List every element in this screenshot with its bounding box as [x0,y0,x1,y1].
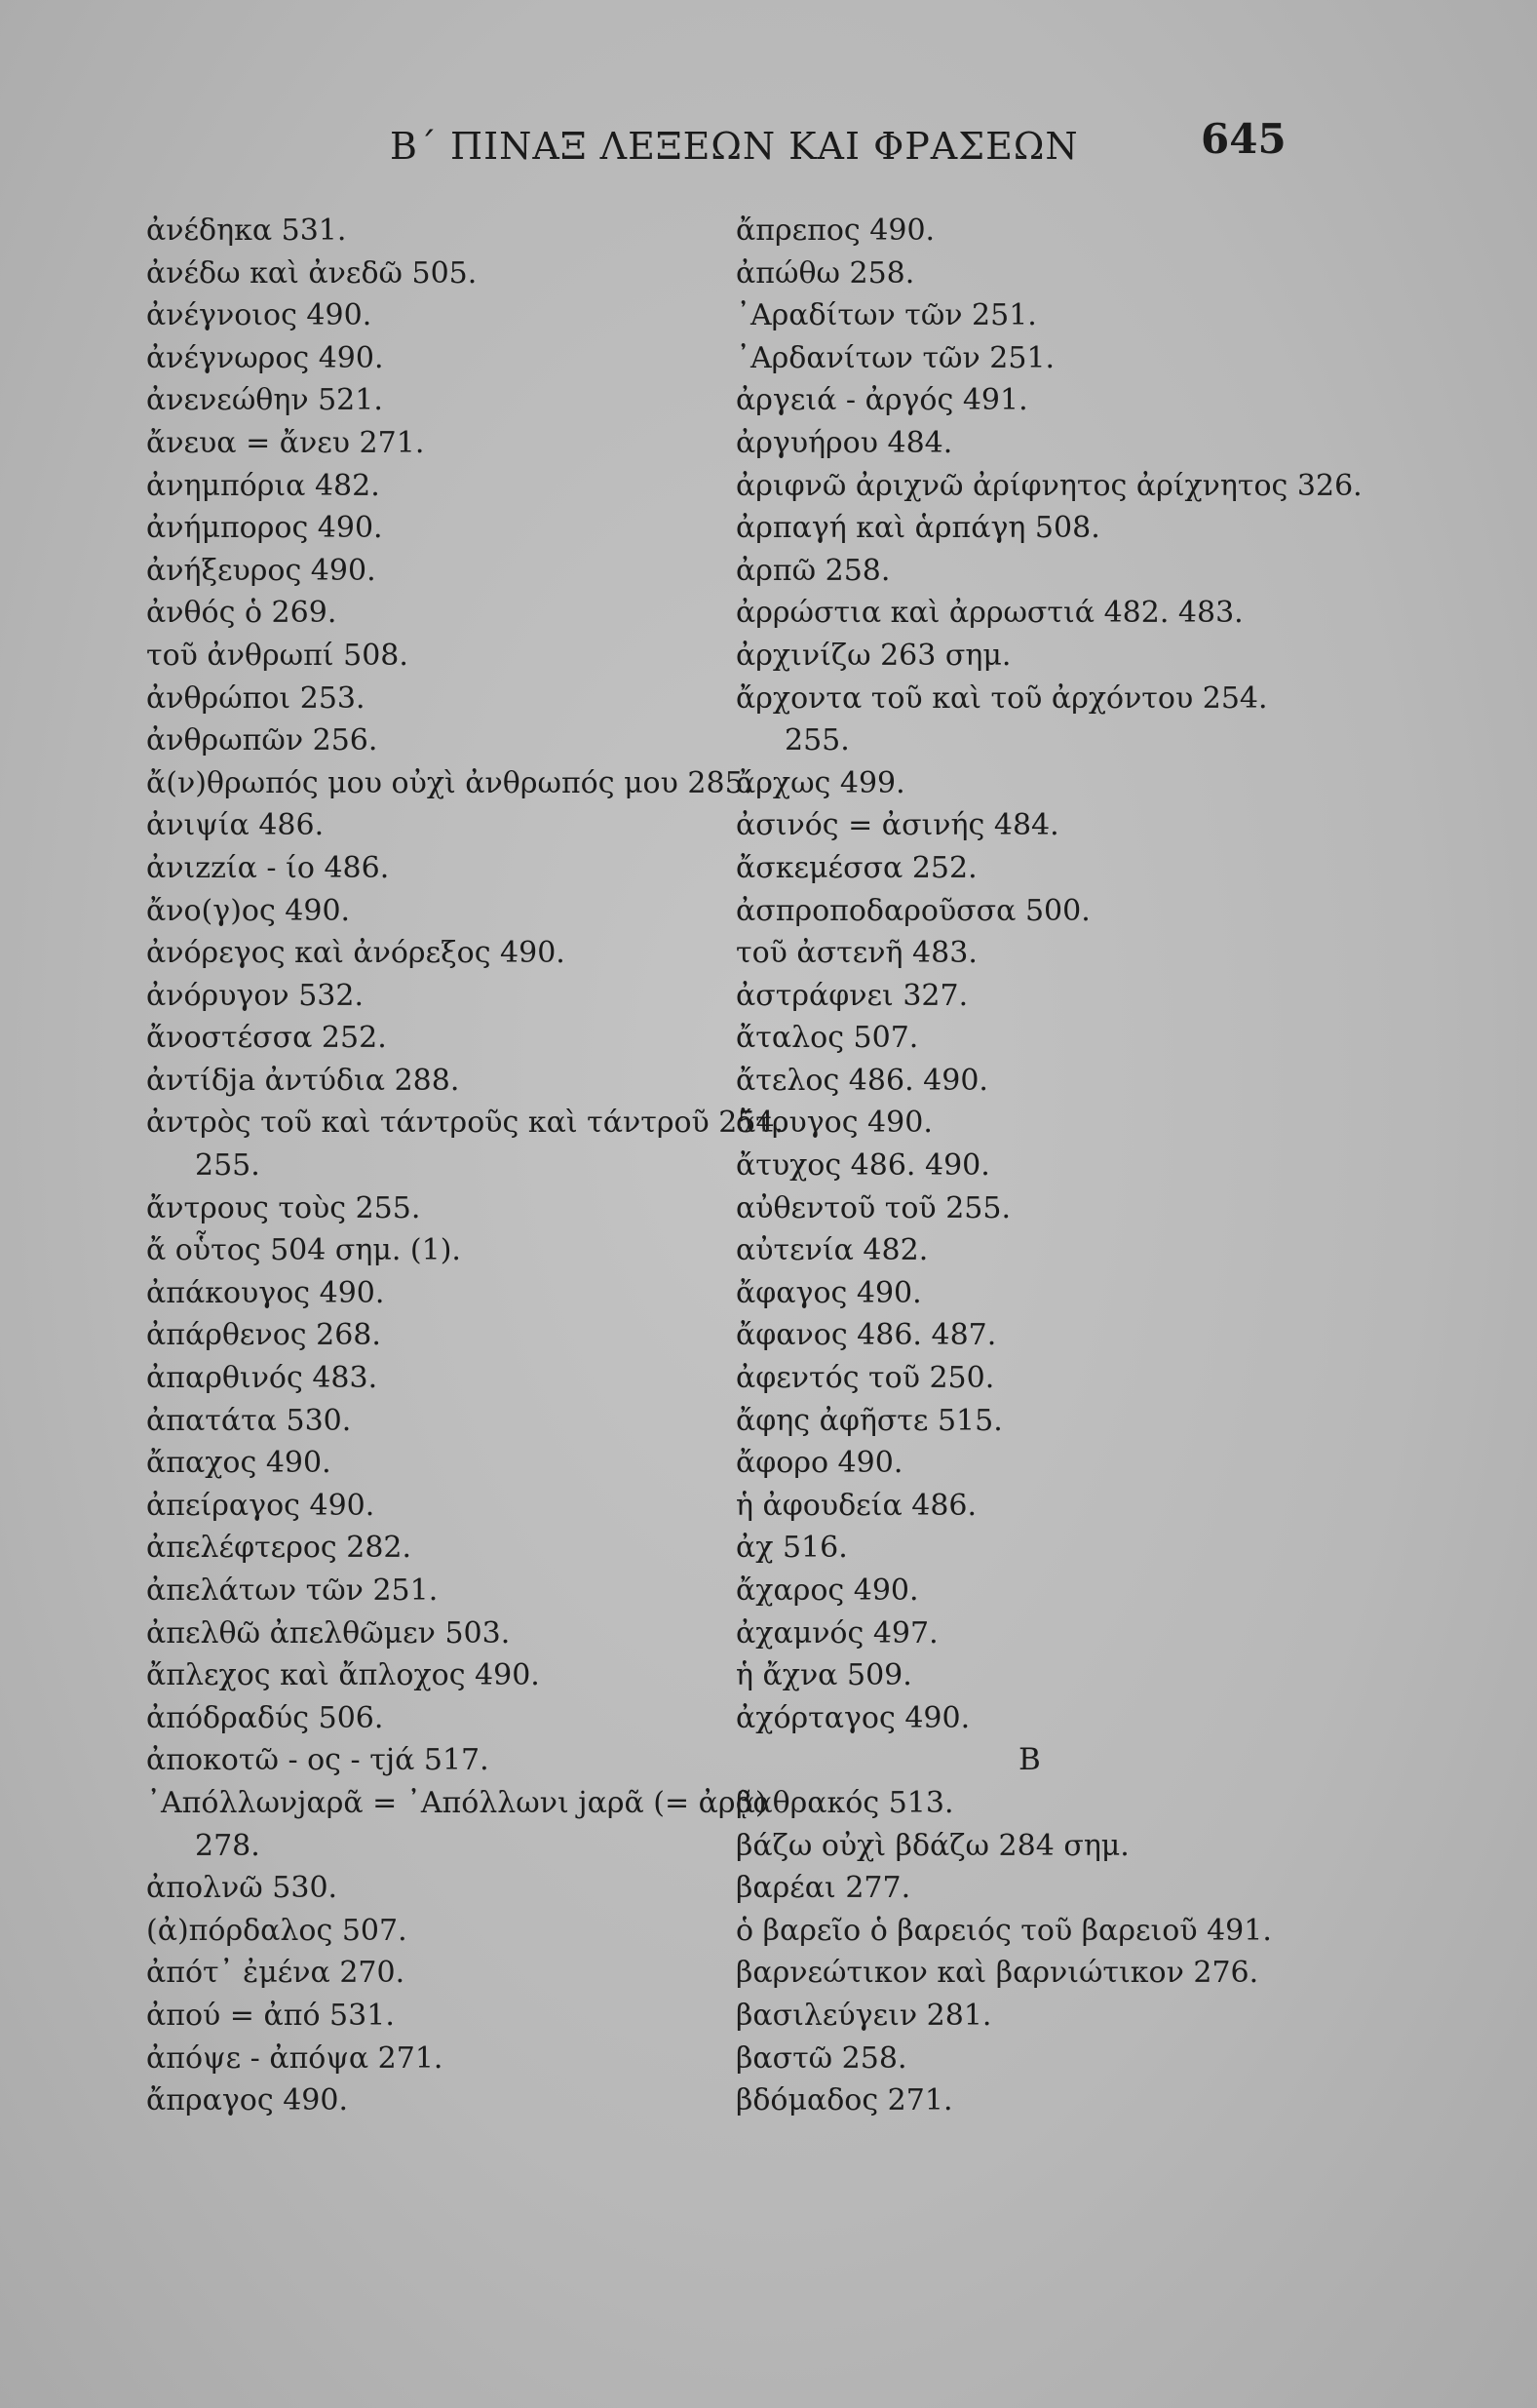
index-entry: τοῦ ἀστενῆ 483. [736,936,978,971]
left-column [146,210,785,2122]
index-entry: ἀντίδja ἀντύδια 288. [146,1063,460,1098]
index-entry: ἀπαρθινός 483. [146,1361,378,1396]
index-entry: ἀπελθῶ ἀπελθῶμεν 503. [146,1615,511,1651]
index-entry: ἀντρὸς τοῦ καὶ τάντροῦς καὶ τάντροῦ 254. [146,1106,785,1141]
index-entry: ἀνέγνωρος 490. [146,340,384,375]
index-entry: ἡ ἄχνα 509. [736,1658,912,1693]
index-entry: βασιλεύγειν 281. [736,1998,992,2033]
index-entry: ἀπόδραδύς 506. [146,1700,384,1735]
index-entry: ἄχαρος 490. [736,1573,919,1608]
index-entry: ἀπελάτων τῶν 251. [146,1573,439,1608]
index-entry: βδόμαδος 271. [736,2083,953,2118]
index-entry: ἄτελος 486. 490. [736,1063,988,1098]
index-entry: (ἀ)πόρδαλος 507. [146,1913,407,1948]
index-entry: ἀνθρώποι 253. [146,680,365,716]
index-entry: ἄφανος 486. 487. [736,1318,997,1353]
index-entry: ἀρρώστια καὶ ἀρρωστιά 482. 483. [736,596,1244,631]
index-entry: ἄταλος 507. [736,1021,919,1056]
index-entry: ἀνέδω καὶ ἀνεδῶ 505. [146,255,478,291]
index-entry: ἄπαχος 490. [146,1446,331,1481]
index-entry: ἄσκεμέσσα 252. [736,850,978,885]
index-entry: ἀνόρυγον 532. [146,978,364,1013]
index-entry: ἀρπαγή καὶ ἁρπάγη 508. [736,511,1100,546]
index-entry: ἀνημπόρια 482. [146,468,380,503]
index-entry: ἀποκοτῶ - ος - τjά 517. [146,1743,489,1778]
index-entry: ἀνθρωπῶν 256. [146,723,378,758]
index-entry: ἀφεντός τοῦ 250. [736,1361,995,1396]
index-entry: ἄφης ἀφῆστε 515. [736,1403,1003,1438]
index-entry: ἀστράφνει 327. [736,978,969,1013]
index-entry: αὐθεντοῦ τοῦ 255. [736,1190,1011,1225]
index-entry: ἄτρυγος 490. [736,1106,933,1141]
index-entry: ἀνήμπορος 490. [146,511,383,546]
index-entry: ἡ ἀφουδεία 486. [736,1488,978,1523]
index-entry: ἀρχινίζω 263 σημ. [736,638,1012,673]
index-entry: ἄπραγος 490. [146,2083,348,2118]
index-entry: ὁ βαρεῖο ὁ βαρειός τοῦ βαρειοῦ 491. [736,1913,1272,1948]
index-entry: ᾽Απόλλωνjαρᾶ = ᾽Απόλλωνι jαρᾶ (= ἀρᾷ) [146,1785,767,1820]
index-entry: 278. [195,1828,260,1863]
index-entry: ἀπείραγος 490. [146,1488,375,1523]
index-entry: ἀχ 516. [736,1531,848,1566]
index-entry: ἀνιψία 486. [146,808,325,843]
index-entry: ἀπάκουγος 490. [146,1275,385,1310]
index-entry: ἀχαμνός 497. [736,1615,939,1651]
index-entry: ἄτυχος 486. 490. [736,1148,990,1184]
index-entry: βαρνεώτικον καὶ βαρνιώτικον 276. [736,1956,1259,1991]
index-entry: ἀνιzzία - ίο 486. [146,850,390,885]
index-entry: ἄπρεπος 490. [736,214,936,248]
index-entry: ἀπολνῶ 530. [146,1871,338,1906]
index-entry: ᾽Αραδίτων τῶν 251. [736,298,1037,333]
index-entry: ἀνήξευρος 490. [146,553,376,588]
index-entry: ἄνευα = ἄνευ 271. [146,425,425,460]
index-entry: ἀχόρταγος 490. [736,1700,971,1735]
index-entry: ἀπότ᾽ ἐμένα 270. [146,1956,405,1991]
index-entry: ἄντρους τοὺς 255. [146,1190,421,1225]
index-entry: βαστῶ 258. [736,2040,907,2076]
index-entry: ἀνέδηκα 531. [146,214,347,248]
index-entry: 255. [195,1148,260,1184]
index-entry: ἄρχως 499. [736,765,905,800]
index-entry: ἄφορο 490. [736,1446,903,1481]
index-entry: ἄ(ν)θρωπός μου οὐχὶ ἀνθρωπός μου 285. [146,765,753,800]
index-entry: ἄνο(γ)ος 490. [146,893,351,928]
page-title: Β΄ ΠΙΝΑΞ ΛΕΞΕΩΝ ΚΑΙ ΦΡΑΣΕΩΝ [390,125,1079,168]
index-entry: ἀνόρεγος καὶ ἀνόρεξος 490. [146,936,565,971]
index-entry: ἀριφνῶ ἀριχνῶ ἀρίφνητος ἀρίχνητος 326. [736,468,1363,503]
index-entry: ἄπλεχος καὶ ἄπλοχος 490. [146,1658,540,1693]
index-entry: ἀνθός ὁ 269. [146,596,337,631]
index-entry: αὐτενία 482. [736,1233,929,1268]
index-entry: 255. [785,723,850,758]
index-entry: ἀσινός = ἀσινής 484. [736,808,1059,843]
right-column [736,210,1363,2122]
index-entry: ἄνοστέσσα 252. [146,1021,387,1056]
index-entry: ἀνέγνοιος 490. [146,298,372,333]
index-entry: ἀπού = ἀπό 531. [146,1998,395,2033]
index-entry: ἀργειά - ἀργός 491. [736,383,1028,418]
index-entry: τοῦ ἀνθρωπί 508. [146,638,408,673]
page-number: 645 [1201,115,1287,163]
index-entry: ἄρχοντα τοῦ καὶ τοῦ ἀρχόντου 254. [736,680,1268,716]
index-entry: ἀρπῶ 258. [736,553,891,588]
section-letter: Β [1018,1742,1041,1778]
index-entry: βαρέαι 277. [736,1871,911,1906]
index-entry: ἀπατάτα 530. [146,1403,352,1438]
index-entry: ἄ οὗτος 504 σημ. (1). [146,1233,461,1268]
index-entry: ἄφαγος 490. [736,1275,922,1310]
index-entry: ἀπελέφτερος 282. [146,1531,412,1566]
index-entry: ἀπώθω 258. [736,255,915,291]
index-entry: ᾽Αρδανίτων τῶν 251. [736,340,1056,375]
index-entry: ἀπάρθενος 268. [146,1318,381,1353]
index-entry: ἀνενεώθην 521. [146,383,383,418]
index-entry: βαθρακός 513. [736,1785,954,1820]
index-entry: ἀσπροποδαροῦσσα 500. [736,893,1091,928]
index-entry: ἀργυήρου 484. [736,425,953,460]
index-entry: ἀπόψε - ἀπόψα 271. [146,2040,443,2076]
index-entry: βάζω οὐχὶ βδάζω 284 σημ. [736,1828,1130,1863]
